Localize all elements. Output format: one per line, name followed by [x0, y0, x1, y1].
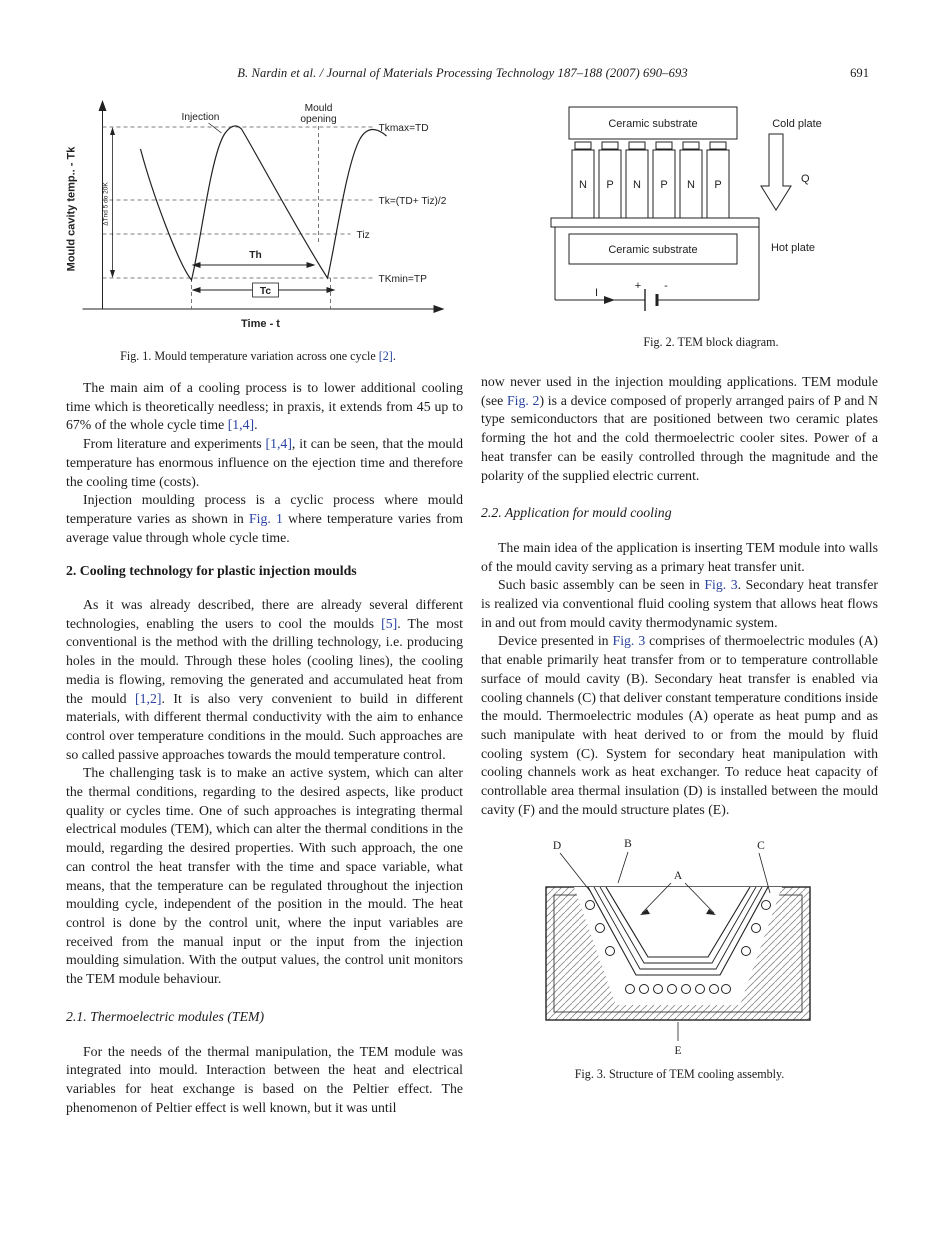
- fig2-current-label: I: [595, 287, 599, 299]
- fig2-cold-plate-label: Cold plate: [772, 118, 822, 130]
- fig1-th-label: Th: [249, 250, 262, 261]
- paragraph: [481, 539, 878, 576]
- text-run: where temperature varies from average value through whole cycle time.: [66, 510, 463, 545]
- fig3-label-b: B: [623, 838, 632, 851]
- paragraph: [66, 1043, 463, 1118]
- citation-link[interactable]: Fig. 2: [506, 392, 540, 408]
- fig1-tkmid-label: Tk=(TD+ Tiz)/2: [378, 196, 447, 207]
- citation-link[interactable]: Fig. 1: [248, 510, 283, 526]
- fig2-q-label: Q: [801, 173, 810, 185]
- fig2-semiconductor-pillars: [572, 150, 729, 218]
- text-run: .: [392, 349, 396, 363]
- fig2-minus-label: -: [664, 280, 668, 292]
- paragraph: [481, 373, 878, 485]
- text-run: Fig. 3. Structure of TEM cooling assembly.: [574, 1067, 785, 1082]
- text-run: comprises of thermoelectric modules (A) that enable primarily heat transfer from or to temperature controllable surface of mould cavity (B). Secondary heat transfer is enabled via cooling channels (C) that deliver constant temperature conditions inside the mould. Thermoelectric modules (A) operate as heat pump and as such manipulate with heat derived to or from the mould by fluid cooling system (C). System for secondary heat manipulation with cooling channels work as heat exchanger. To reduce heat capacity of controllable area thermal insulation (D) is installed between the mould cavity (F) and the mould structure plates (E).: [481, 633, 878, 817]
- text-run: Fig. 2. TEM block diagram.: [643, 335, 779, 349]
- paragraph: [66, 435, 463, 491]
- section-heading-cooling-technology: 2. Cooling technology for plastic injection moulds: [66, 563, 357, 579]
- paragraph: [481, 576, 878, 632]
- fig2-pillar-p2: P: [660, 179, 668, 191]
- fig1-dashed-levels: [103, 126, 373, 309]
- text-run: For the needs of the thermal manipulation, the TEM module was integrated into mould. Interaction between the heat and electrical variables for heat exchange is based on the Peltier effect. The phenomenon of Peltier effect is well known, but it was until: [66, 1043, 463, 1115]
- fig2-hot-side-plate: [551, 218, 759, 227]
- page-number: 691: [850, 66, 869, 80]
- fig2-heat-flow-arrow: [761, 134, 810, 210]
- figure-1: [58, 94, 458, 364]
- fig3-label-a: A: [673, 870, 682, 883]
- fig2-hot-plate-label: Hot plate: [770, 242, 816, 254]
- fig2-plus-label: +: [634, 280, 642, 292]
- fig1-y-axis-label: Mould cavity temp.. - Tk: [65, 146, 78, 272]
- fig1-delta-label: ΔTnd 5 do 20K: [102, 182, 110, 226]
- fig1-injection-leader: [209, 123, 222, 133]
- text-run: Fig. 1. Mould temperature variation across one cycle: [120, 349, 379, 363]
- figure-1-caption: [58, 349, 458, 364]
- citation-link[interactable]: [1,4]: [265, 436, 292, 452]
- text-run: . Secondary heat transfer is realized via conventional fluid cooling system that allows heat flows in and out from mould cavity thermodynamic system.: [481, 577, 878, 630]
- fig2-top-ceramic-label: Ceramic substrate: [608, 118, 698, 130]
- paragraph: [481, 632, 878, 819]
- citation-link[interactable]: Fig. 3: [612, 633, 646, 649]
- citation-link[interactable]: [1,4]: [227, 417, 255, 433]
- fig3-label-d: D: [552, 840, 561, 853]
- fig2-pillar-p3: P: [714, 179, 722, 191]
- fig3-label-c: C: [756, 840, 765, 853]
- fig2-bottom-ceramic-label: Ceramic substrate: [608, 244, 698, 256]
- figure-2: [545, 100, 877, 350]
- fig1-delta-arrow: [103, 127, 116, 278]
- fig1-tkmax-label: Tkmax=TD: [378, 123, 429, 134]
- fig1-x-axis-label: Time - t: [241, 318, 280, 330]
- text-run: The challenging task is to make an active system, which can alter the thermal conditions, regarding to the desired aspects, like product quality or cycles time. One of such approaches is integrating thermal electrical modules (TEM), which can alter the thermal conditions in the mould, regarding the desired properties. With such approach, the one can control the heat transfer with the time and space variable, what means, that the temperature can be regulated throughout the injection moulding cycle, independent of the position in the mould. The heat control is done by the control unit, where the input variables are received from the manual input or the input from the injection moulding simulation. With the output values, the control unit monitors the TEM module behaviour.: [66, 765, 463, 987]
- fig2-pillar-n3: N: [687, 179, 695, 191]
- citation-link[interactable]: [1,2]: [135, 690, 162, 706]
- text-run: From literature and experiments: [83, 436, 266, 452]
- paragraph: [66, 764, 463, 988]
- text-run: Such basic assembly can be seen in: [498, 577, 705, 593]
- fig2-tem-block-diagram: [545, 100, 877, 330]
- fig2-pillar-n2: N: [633, 179, 641, 191]
- paragraph: [66, 491, 463, 547]
- figure-3: [530, 835, 830, 1084]
- fig1-mould-opening-label-line1: Mould: [304, 103, 333, 114]
- citation-link[interactable]: [5]: [381, 615, 398, 631]
- fig3-cooling-assembly-diagram: [530, 835, 830, 1060]
- text-run: .: [254, 417, 258, 433]
- running-header: B. Nardin et al. / Journal of Materials Processing Technology 187–188 (2007) 690–693: [237, 66, 688, 80]
- fig1-temperature-graph: [58, 94, 458, 344]
- fig1-th-arrow: [192, 250, 316, 268]
- text-run: ) is a device composed of properly arranged pairs of P and N type semiconductors that are positioned between two ceramic plates forming the hot and the cold thermoelectric cooler sites. Power of a heat transfer can be easily controlled through the magnitude and the polarity of the supplied electric current.: [481, 392, 878, 483]
- fig1-tc-arrow: [192, 283, 336, 297]
- paragraph: [66, 379, 463, 435]
- text-run: , it can be seen, that the mould temperature has enormous influence on the ejection time and therefore the cooling time (costs).: [66, 436, 463, 489]
- figure-3-caption: [530, 1065, 830, 1084]
- fig3-label-e: E: [673, 1045, 682, 1058]
- fig1-mould-opening-label-line2: opening: [300, 114, 337, 125]
- left-column: [66, 379, 463, 1117]
- citation-link[interactable]: [2]: [378, 349, 393, 363]
- text-run: The main idea of the application is inserting TEM module into walls of the mould cavity serving as a primary heat transfer unit.: [481, 539, 878, 574]
- fig1-injection-label: Injection: [181, 112, 220, 123]
- subsection-heading-application-mould-cooling: 2.2. Application for mould cooling: [481, 505, 672, 521]
- right-column: [481, 373, 878, 1084]
- text-run: . It is also very convenient to build in different materials, with different thermal conductivity with the aim to enhance control over temperature conditions in the mould. Such approaches are so called passive approaches towards the mould temperature control.: [66, 690, 463, 762]
- fig2-connector-tabs: [575, 142, 726, 149]
- fig2-pillar-p1: P: [606, 179, 614, 191]
- text-run: The main aim of a cooling process is to lower additional cooling time which is theoretically needless; in praxis, it extends from 45 up to 67% of the whole cycle time: [66, 380, 463, 433]
- figure-2-caption: [545, 335, 877, 350]
- text-run: . The most conventional is the method with the drilling technology, i.e. producing holes in the mould. Through these holes (cooling lines), the cooling media is flowing, removing the generated and accumulated heat from the mould: [66, 615, 463, 706]
- citation-link[interactable]: Fig. 3: [704, 577, 738, 593]
- paragraph: [66, 596, 463, 764]
- fig1-tiz-label: Tiz: [356, 230, 370, 241]
- subsection-heading-thermoelectric-modules: 2.1. Thermoelectric modules (TEM): [66, 1008, 265, 1024]
- fig1-tkmin-label: TKmin=TP: [378, 274, 427, 285]
- text-run: now never used in the injection moulding applications. TEM module (see: [481, 374, 878, 408]
- fig1-temperature-curve: [141, 126, 387, 280]
- fig1-tc-label: Tc: [259, 286, 272, 297]
- text-run: Injection moulding process is a cyclic process where mould temperature varies as shown in: [66, 492, 463, 526]
- text-run: Device presented in: [498, 633, 613, 649]
- text-run: As it was already described, there are already several different technologies, enabling the users to cool the moulds: [66, 597, 463, 631]
- fig2-pillar-n1: N: [579, 179, 587, 191]
